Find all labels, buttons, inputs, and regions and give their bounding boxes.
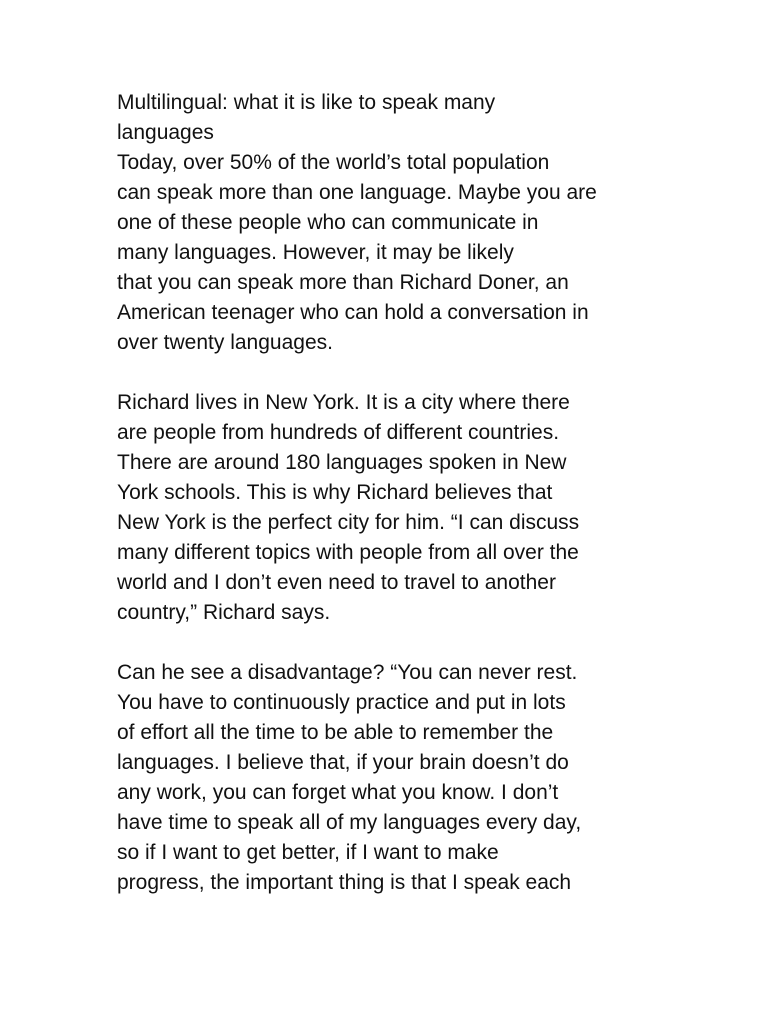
text-line: one of these people who can communicate in — [117, 211, 539, 234]
title-line: Multilingual: what it is like to speak many — [117, 91, 496, 114]
text-line: over twenty languages. — [117, 331, 333, 354]
text-line: many different topics with people from all over the — [117, 541, 579, 564]
text-line: can speak more than one language. Maybe you are — [117, 181, 597, 204]
article-title — [117, 88, 677, 148]
text-line: so if I want to get better, if I want to make — [117, 841, 499, 864]
text-line: of effort all the time to be able to remember the — [117, 721, 554, 744]
title-line: languages — [117, 121, 214, 144]
text-line: any work, you can forget what you know. I don’t — [117, 781, 559, 804]
article-text — [117, 88, 677, 898]
text-line: country,” Richard says. — [117, 601, 331, 624]
text-line: There are around 180 languages spoken in New — [117, 451, 567, 474]
text-line: American teenager who can hold a conversation in — [117, 301, 589, 324]
text-line: Richard lives in New York. It is a city where there — [117, 391, 570, 414]
paragraph-3 — [117, 658, 677, 898]
paragraph-spacer — [117, 628, 677, 658]
text-line: progress, the important thing is that I speak each — [117, 871, 572, 894]
text-line: that you can speak more than Richard Doner, an — [117, 271, 569, 294]
text-line: Today, over 50% of the world’s total population — [117, 151, 550, 174]
text-line: many languages. However, it may be likely — [117, 241, 514, 264]
text-line: You have to continuously practice and put in lots — [117, 691, 566, 714]
text-line: Can he see a disadvantage? “You can never rest. — [117, 661, 578, 684]
text-line: New York is the perfect city for him. “I can discuss — [117, 511, 580, 534]
text-line: world and I don’t even need to travel to another — [117, 571, 556, 594]
text-line: are people from hundreds of different countries. — [117, 421, 560, 444]
text-line: languages. I believe that, if your brain doesn’t do — [117, 751, 569, 774]
paragraph-spacer — [117, 358, 677, 388]
paragraph-2 — [117, 388, 677, 628]
text-line: have time to speak all of my languages every day, — [117, 811, 582, 834]
text-line: York schools. This is why Richard believes that — [117, 481, 553, 504]
paragraph-1 — [117, 148, 677, 358]
